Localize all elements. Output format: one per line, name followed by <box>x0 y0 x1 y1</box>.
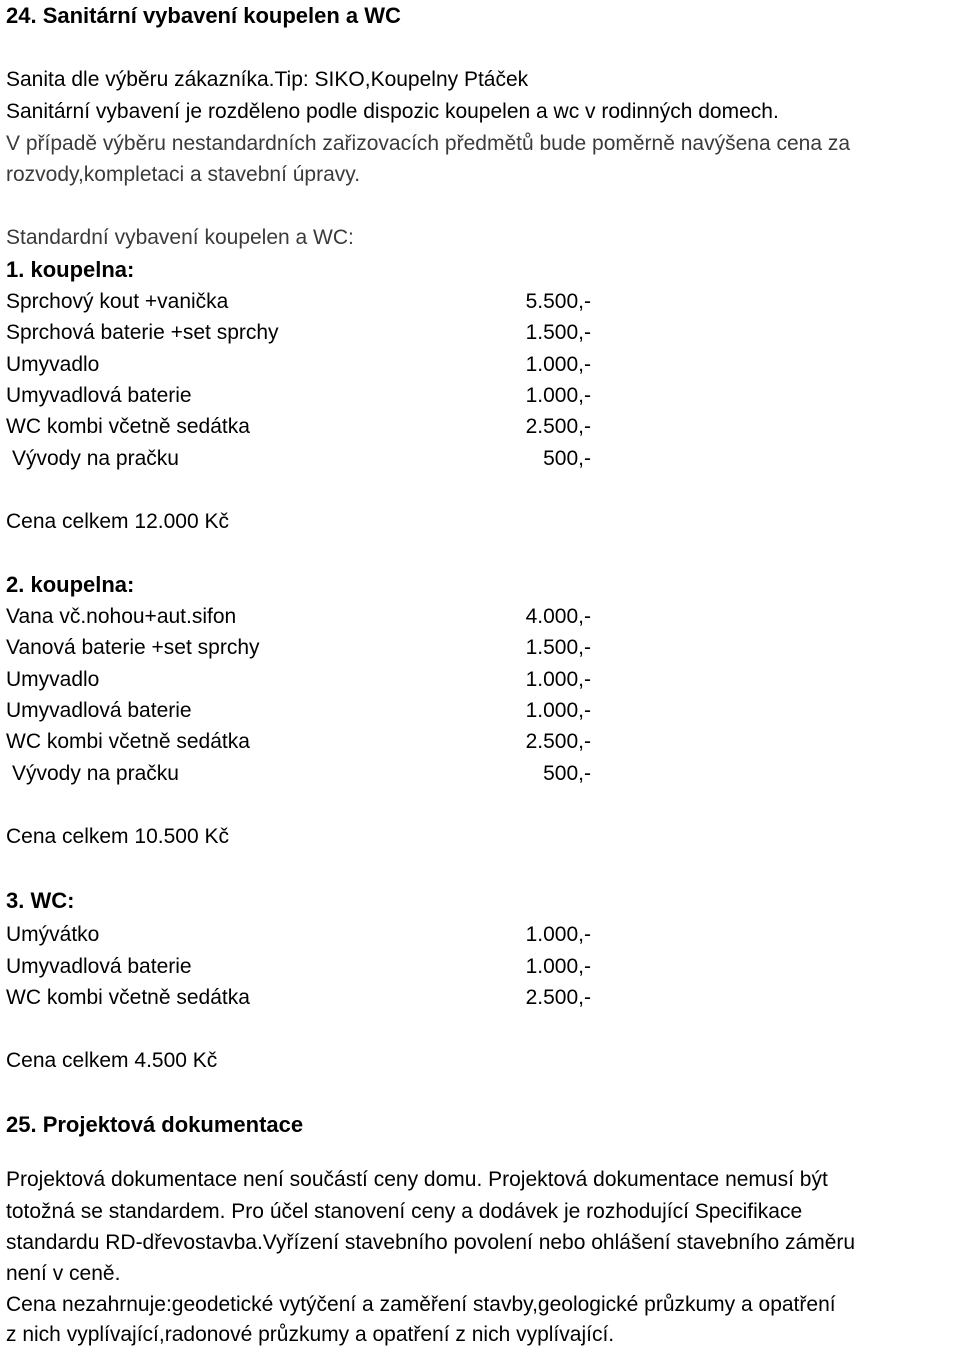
room-2-title: 2. koupelna: <box>6 572 135 597</box>
item-price: 2.500,- <box>525 415 591 438</box>
item-price: 1.500,- <box>525 636 591 659</box>
item-name: Umyvadlová baterie <box>6 384 192 407</box>
item-price: 1.000,- <box>525 923 591 946</box>
list-item <box>6 983 606 1013</box>
item-name: Vývody na pračku <box>12 762 179 785</box>
room-1-total: Cena celkem 12.000 Kč <box>6 510 229 533</box>
item-name: Umyvadlová baterie <box>6 699 192 722</box>
paragraph-line-1: Projektová dokumentace není součástí ceny domu. Projektová dokumentace nemusí být <box>6 1168 828 1191</box>
item-name: Sprchový kout +vanička <box>6 290 229 313</box>
list-item <box>6 287 606 317</box>
list-item <box>6 381 606 411</box>
list-item <box>6 412 606 442</box>
item-price: 1.000,- <box>525 384 591 407</box>
item-name: Umyvadlová baterie <box>6 955 192 978</box>
list-item <box>6 665 606 695</box>
list-item <box>6 633 606 663</box>
item-price: 1.000,- <box>525 955 591 978</box>
item-price: 1.500,- <box>525 321 591 344</box>
item-price: 5.500,- <box>525 290 591 313</box>
list-item <box>6 759 606 789</box>
item-name: Vanová baterie +set sprchy <box>6 636 260 659</box>
item-price: 2.500,- <box>525 986 591 1009</box>
item-price: 1.000,- <box>525 699 591 722</box>
room-2-total: Cena celkem 10.500 Kč <box>6 825 229 848</box>
list-item <box>6 444 606 474</box>
item-name: Umyvadlo <box>6 353 100 376</box>
intro-line-4: rozvody,kompletaci a stavební úpravy. <box>6 163 361 186</box>
section-24-heading: 24. Sanitární vybavení koupelen a WC <box>6 3 401 28</box>
list-item <box>6 602 606 632</box>
paragraph-line-6: z nich vyplívající,radonové průzkumy a opatření z nich vyplívající. <box>6 1323 615 1346</box>
item-name: WC kombi včetně sedátka <box>6 986 250 1009</box>
item-name: WC kombi včetně sedátka <box>6 730 250 753</box>
item-price: 1.000,- <box>525 668 591 691</box>
room-1-title: 1. koupelna: <box>6 257 135 282</box>
room-3-title: 3. WC: <box>6 888 75 913</box>
list-item <box>6 952 606 982</box>
intro-line-2: Sanitární vybavení je rozděleno podle dispozic koupelen a wc v rodinných domech. <box>6 100 779 123</box>
list-item <box>6 696 606 726</box>
item-name: Umyvadlo <box>6 668 100 691</box>
list-item <box>6 318 606 348</box>
section-25-heading: 25. Projektová dokumentace <box>6 1112 304 1137</box>
intro-line-3: V případě výběru nestandardních zařizovacích předmětů bude poměrně navýšena cena za <box>6 132 851 155</box>
list-item <box>6 350 606 380</box>
item-price: 500,- <box>543 762 591 785</box>
paragraph-line-2: totožná se standardem. Pro účel stanovení ceny a dodávek je rozhodující Specifikace <box>6 1200 803 1223</box>
list-item <box>6 920 606 950</box>
item-name: Vývody na pračku <box>12 447 179 470</box>
item-price: 1.000,- <box>525 353 591 376</box>
item-price: 500,- <box>543 447 591 470</box>
intro-line-1: Sanita dle výběru zákazníka.Tip: SIKO,Koupelny Ptáček <box>6 68 529 91</box>
item-price: 2.500,- <box>525 730 591 753</box>
room-3-total: Cena celkem 4.500 Kč <box>6 1049 218 1072</box>
item-name: Umývátko <box>6 923 100 946</box>
paragraph-line-5: Cena nezahrnuje:geodetické vytýčení a zaměření stavby,geologické průzkumy a opatření <box>6 1293 836 1316</box>
item-name: Sprchová baterie +set sprchy <box>6 321 279 344</box>
standard-title: Standardní vybavení koupelen a WC: <box>6 226 354 249</box>
paragraph-line-3: standardu RD-dřevostavba.Vyřízení stavebního povolení nebo ohlášení stavebního záměru <box>6 1231 856 1254</box>
item-name: WC kombi včetně sedátka <box>6 415 250 438</box>
paragraph-line-4: není v ceně. <box>6 1262 121 1285</box>
item-name: Vana vč.nohou+aut.sifon <box>6 605 237 628</box>
item-price: 4.000,- <box>525 605 591 628</box>
list-item <box>6 727 606 757</box>
